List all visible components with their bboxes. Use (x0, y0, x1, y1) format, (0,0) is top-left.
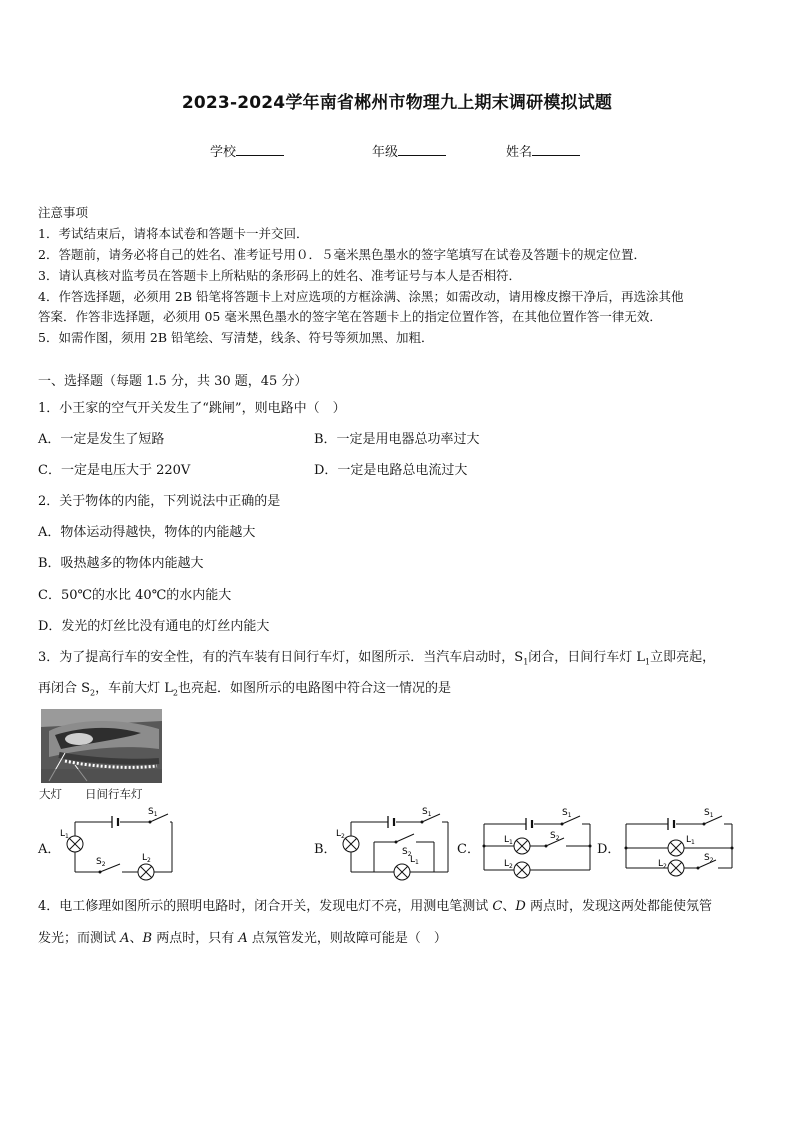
circuit-b-l2-label: $L_2$ (336, 829, 345, 840)
page-title: 2023-2024学年南省郴州市物理九上期末调研模拟试题 (181, 93, 613, 113)
q2-option-d: D．发光的灯丝比没有通电的灯丝内能大 (38, 619, 270, 634)
circuit-b-l1-label: $L_1$ (410, 855, 419, 866)
notice-heading: 注意事项 (38, 205, 89, 220)
circuit-a-s1-label: $S_1$ (148, 807, 158, 818)
notice-line: 3．请认真核对监考员在答题卡上所粘贴的条形码上的姓名、准考证号与本人是否相符． (38, 268, 521, 283)
circuit-c-l1-label: $L_1$ (504, 835, 513, 846)
notice-line: 5．如需作图，须用 2B 铅笔绘、写清楚，线条、符号等须加黑、加粗． (38, 330, 434, 345)
school-blank (236, 143, 284, 156)
caption-daytime-light: 日间行车灯 (85, 787, 143, 801)
caption-headlight: 大灯 (39, 787, 62, 801)
circuit-a-diagram (58, 806, 180, 882)
circuit-a-s2-label: $S_2$ (96, 857, 106, 868)
grade-field (372, 141, 446, 160)
school-label: 学校 (210, 145, 237, 160)
circuit-d-s1-label: $S_1$ (704, 808, 714, 819)
circuit-d-diagram (620, 804, 740, 884)
question-1-stem: 1．小王家的空气开关发生了“跳闸”，则电路中（ ） (38, 401, 346, 416)
question-3-line-2: 再闭合 $S_2$，车前大灯 $L_2$也亮起．如图所示的电路图中符合这一情况的是 (38, 681, 452, 698)
car-headlight-photo (41, 709, 162, 783)
notice-line: 1．考试结束后，请将本试卷和答题卡一并交回． (38, 226, 309, 241)
circuit-c-s1-label: $S_1$ (562, 808, 572, 819)
school-field (210, 141, 284, 160)
notice-line: 4．作答选择题，必须用 2B 铅笔将答题卡上对应选项的方框涂满、涂黑；如需改动，请用橡皮擦干净后，再选涂其他 (38, 289, 684, 304)
circuit-c-diagram (478, 804, 598, 884)
q2-option-a: A．物体运动得越快，物体的内能越大 (38, 525, 256, 540)
name-field (506, 141, 580, 160)
q1-option-d: D．一定是电路总电流过大 (314, 463, 468, 478)
question-3-line-1: 3．为了提高行车的安全性，有的汽车装有日间行车灯，如图所示．当汽车启动时，$S_1$闭合，日间行车灯 $L_1$立即亮起， (38, 650, 716, 667)
name-blank (532, 143, 580, 156)
grade-blank (398, 143, 446, 156)
q1-option-b: B．一定是用电器总功率过大 (314, 432, 480, 447)
section-heading: 一、选择题（每题 1.5 分，共 30 题，45 分） (38, 374, 308, 389)
q3-option-d-label: D． (597, 842, 621, 857)
notice-line: 2．答题前，请务必将自己的姓名、准考证号用０．５毫米黑色墨水的签字笔填写在试卷及答题卡的规定位置． (38, 247, 646, 262)
q3-option-a-label: A． (38, 842, 61, 857)
circuit-a-l1-label: $L_1$ (60, 829, 69, 840)
circuit-c-s2-label: $S_2$ (550, 831, 560, 842)
question-2-stem: 2．关于物体的内能，下列说法中正确的是 (38, 494, 281, 509)
circuit-b-diagram (334, 806, 456, 882)
q1-option-c: C．一定是电压大于 220V (38, 463, 191, 478)
circuit-d-l2-label: $L_2$ (658, 859, 667, 870)
q1-option-a: A．一定是发生了短路 (38, 432, 165, 447)
notice-line: 答案．作答非选择题，必须用 05 毫米黑色墨水的签字笔在答题卡上的指定位置作答，在其他位置作答一律无效． (38, 309, 662, 324)
q2-option-c: C．50℃的水比 40℃的水内能大 (38, 588, 232, 603)
circuit-c-l2-label: $L_2$ (504, 859, 513, 870)
question-4-line-2: 发光；而测试 A、B 两点时，只有 A 点氖管发光，则故障可能是（ ） (38, 931, 447, 946)
grade-label: 年级 (372, 145, 399, 160)
question-4-line-1: 4．电工修理如图所示的照明电路时，闭合开关，发现电灯不亮，用测电笔测试 C、D 两点时，发现这两处都能使氖管 (38, 899, 712, 914)
circuit-d-s2-label: $S_2$ (704, 853, 714, 864)
circuit-b-s2-label: $S_2$ (402, 847, 412, 858)
circuit-b-s1-label: $S_1$ (422, 807, 432, 818)
q2-option-b: B．吸热越多的物体内能越大 (38, 556, 204, 571)
q3-option-b-label: B． (314, 842, 337, 857)
q3-option-c-label: C． (457, 842, 480, 857)
name-label: 姓名 (506, 145, 533, 160)
circuit-d-l1-label: $L_1$ (686, 835, 695, 846)
circuit-a-l2-label: $L_2$ (142, 853, 151, 864)
